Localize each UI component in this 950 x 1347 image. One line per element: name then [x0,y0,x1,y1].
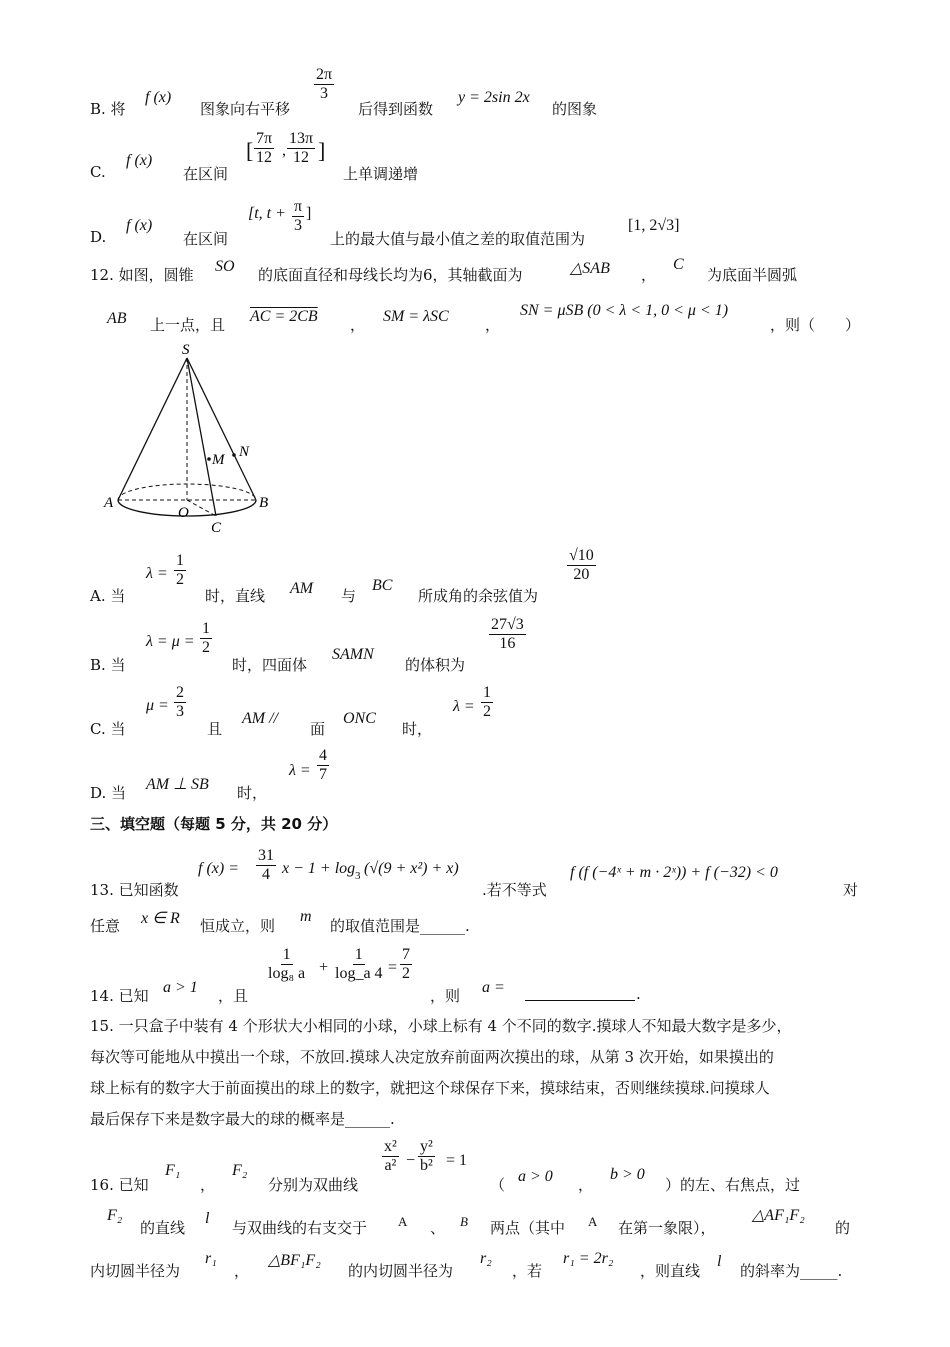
label-s: S [182,342,190,358]
q15 [90,1011,860,1135]
text: ， [350,316,366,334]
text: 时，四面体 [232,656,308,674]
text: 图象向右平移 [200,100,291,118]
fraction-3 [400,946,412,982]
fraction [256,847,276,883]
math-triangle-2: △BF₁F₂ [268,1252,321,1269]
cone-figure [100,338,280,538]
math-am: AM [290,580,314,597]
math-a0: a > 0 [518,1168,553,1185]
denominator: 20 [573,565,590,583]
text: ）的左、右焦点，过 [665,1176,801,1194]
math-relation: r₁ = 2r₂ [563,1250,614,1267]
text: 的 [835,1219,851,1237]
option-label: B. 当 [90,656,126,674]
math-f: f (x) = [198,860,239,877]
math-fx: f (x) [145,89,172,106]
text: ，则（ ） [770,316,861,334]
option-label: B. 将 [90,100,126,118]
math-r2: r₂ [480,1250,492,1267]
interval-right: ] [306,205,312,222]
denominator: 7 [319,765,327,783]
segment-oc [187,500,216,516]
math-so: SO [215,258,235,275]
label-c: C [211,520,222,536]
text: ，则 [430,987,461,1005]
numerator: π [294,198,303,215]
math-ab: AB [107,310,127,327]
math-eq: = 1 [446,1152,468,1169]
math-triangle-1: △AF₁F₂ [752,1207,805,1224]
math-f1: F₁ [165,1162,181,1179]
bracket-left: [ [246,138,254,163]
text: 16. 已知 [90,1176,149,1194]
text: 在区间 [183,165,229,183]
math-fx: f (x) [126,217,153,234]
interval-left: [t, t + [248,205,286,222]
math-sn: SN = μSB (0 < λ < 1, 0 < μ < 1) [520,302,729,319]
point-m [207,457,211,461]
q15-line: 最后保存下来是数字最大的球的概率是______. [90,1110,395,1128]
math-range: [1, 2√3] [628,217,680,234]
q15-line: 每次等可能地从中摸出一个球，不放回.摸球人决定放弃前面两次摸出的球，从第 3 次开始，如果摸出的 [90,1048,774,1066]
text: 且 [207,720,223,738]
comma: , [282,142,286,159]
fraction-answer [489,616,526,652]
text: 的斜率为_____. [740,1262,843,1280]
math-f3: (√(9 + x²) + x) [364,860,459,877]
numerator: y² [420,1138,433,1155]
denominator: 4 [262,865,270,883]
math-sab: △SAB [570,260,610,277]
fraction [317,747,329,783]
option-label: C. 当 [90,720,126,738]
numerator: x² [384,1138,397,1155]
denominator: 3 [294,216,303,234]
label-b: B [259,495,269,511]
text: 后得到函数 [358,100,434,118]
text: .若不等式 [482,881,547,899]
denominator: 3 [176,702,184,720]
section-heading: 三、填空题（每题 5 分，共 20 分） [90,815,338,833]
numerator: 7 [402,946,410,963]
text: 14. 已知 [90,987,149,1005]
numerator: 2π [316,66,333,83]
fraction-pi3 [292,198,304,234]
math-samn: SAMN [332,646,374,663]
math-x: x ∈ R [141,910,180,927]
denominator: 2 [483,702,491,720]
text: 的取值范围是______. [330,917,470,935]
text: 对 [843,881,859,899]
math-mu: μ = [146,697,169,714]
math-m: m [300,908,312,925]
denominator: 3 [320,84,329,102]
math-func: y = 2sin 2x [458,89,530,106]
text: 与双曲线的右支交于 [232,1219,368,1237]
text: . [636,985,641,1003]
bracket-right: ] [318,138,326,163]
text: 恒成立，则 [200,917,276,935]
text: ，若 [512,1262,543,1280]
q15-line: 球上标有的数字大于前面摸出的球上的数字，就把这个球保存下来，摸球结束，否则继续摸球.问摸球人 [90,1079,770,1097]
fraction-answer [567,547,596,583]
text: 为底面半圆弧 [707,266,798,284]
fraction [174,684,186,720]
text: ， [485,316,501,334]
text: 所成角的余弦值为 [418,587,539,605]
numerator: 1 [354,946,363,963]
text: ， [578,1176,594,1194]
text: 的图象 [552,100,598,118]
math-f2: F₂ [232,1162,248,1179]
text: 、 [430,1219,446,1237]
numerator: 7π [256,130,273,147]
text: 的底面直径和母线长均为6，其轴截面为 [258,266,523,284]
text: ，且 [218,987,249,1005]
math-lambda: λ = [453,698,475,715]
numerator: 1 [282,946,291,963]
text: 内切圆半径为 [90,1262,181,1280]
numerator: √10 [569,547,594,564]
math-r1: r₁ [205,1250,217,1267]
point-n [232,453,236,457]
q15-line: 15. 一只盒子中装有 4 个形状大小相同的小球，小球上标有 4 个不同的数字.摸球人不知最大数字是多少， [90,1017,792,1035]
math-a: a = [482,979,505,996]
text: 时， [402,720,433,738]
math-f2: F₂ [107,1207,123,1224]
text: 分别为双曲线 [268,1176,359,1194]
numerator: 1 [202,620,210,637]
math-lambda-mu: λ = μ = [146,633,195,650]
math-c: C [673,256,684,273]
point-b: B [460,1214,468,1229]
math-inequality: f (f (−4ˣ + m · 2ˣ)) + f (−32) < 0 [570,864,778,881]
text: ，则直线 [640,1262,701,1280]
math-lambda: λ = [146,565,168,582]
label-m: M [212,452,225,468]
denominator: 2 [402,964,410,982]
denominator: log_a 4 [335,964,383,982]
text: ， [200,1176,216,1194]
point-a: A [588,1214,598,1229]
numerator: 1 [483,684,491,701]
fraction [174,552,186,588]
text: 面 [310,720,326,738]
label-o: O [178,505,189,521]
label-a: A [104,495,114,511]
text: 上的最大值与最小值之差的取值范围为 [330,230,586,248]
fraction [200,620,212,656]
numerator: 31 [258,847,274,864]
denominator: b² [420,1156,433,1174]
edge-sa [118,358,187,500]
point-a: A [398,1214,408,1229]
fraction-2 [333,946,385,982]
math-arc: AC = 2CB [250,308,318,325]
text: 上一点，且 [150,316,226,334]
text: 时，直线 [205,587,266,605]
edge-sc [187,358,216,516]
option-label: D. 当 [90,784,127,802]
denominator: 12 [293,148,310,166]
text: 在第一象限）， [618,1219,716,1237]
text: 上单调递增 [343,165,419,183]
answer-blank[interactable] [525,984,635,1001]
text: 在区间 [183,230,229,248]
fraction-b [287,130,315,166]
numerator: 1 [176,552,184,569]
math-lambda: λ = [289,762,311,779]
option-label: D. [90,228,107,246]
math-fx: f (x) [126,152,153,169]
math-cond: a > 1 [163,979,198,996]
math-l: l [717,1253,722,1270]
fraction-y [418,1138,435,1174]
log-base: 3 [355,870,361,882]
math-b0: b > 0 [610,1166,645,1183]
text: 时， [237,784,268,802]
edge-sb [187,358,256,500]
math-sm: SM = λSC [383,308,449,325]
text: 的内切圆半径为 [348,1262,454,1280]
denominator: log₈ a [268,964,306,982]
fraction-x [382,1138,399,1174]
plus: + [319,959,329,976]
math-onc: ONC [343,710,376,727]
math-l: l [205,1210,210,1227]
text: ， [234,1262,250,1280]
minus: − [406,1152,416,1169]
text: 12. 如图，圆锥 [90,266,194,284]
denominator: 2 [202,638,210,656]
denominator: 2 [176,570,184,588]
fraction [481,684,493,720]
numerator: 4 [319,747,327,764]
denominator: a² [384,1156,397,1174]
math-f2: x − 1 + log [282,860,356,877]
numerator: 27√3 [491,616,524,633]
text: 的直线 [140,1219,186,1237]
fraction-shift [314,66,334,102]
text: ， [641,266,657,284]
text: 与 [341,587,357,605]
fraction-1 [266,946,307,982]
option-label: A. 当 [90,587,126,605]
denominator: 12 [256,148,273,166]
option-label: C. [90,163,106,181]
numerator: 2 [176,684,184,701]
text: 两点（其中 [490,1219,566,1237]
denominator: 16 [499,634,516,652]
numerator: 13π [289,130,314,147]
math-bc: BC [372,577,393,594]
text: 13. 已知函数 [90,881,179,899]
math-am-parallel: AM // [242,710,278,727]
text: 任意 [90,917,121,935]
math-perp: AM ⊥ SB [146,776,209,793]
text: 的体积为 [405,656,466,674]
text: （ [490,1176,506,1194]
fraction-a [254,130,274,166]
label-n: N [239,444,250,460]
equals: = [388,959,398,976]
